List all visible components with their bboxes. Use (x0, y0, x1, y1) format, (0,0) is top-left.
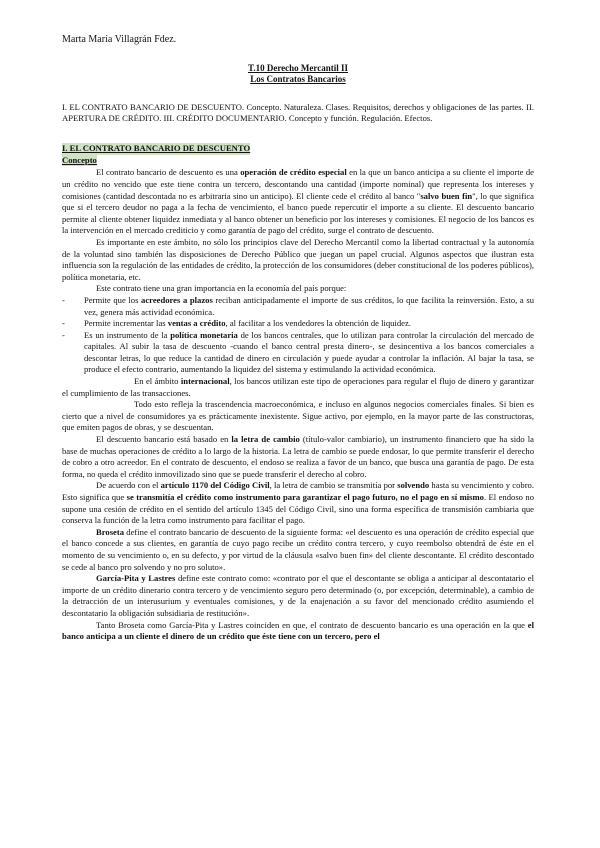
topic-summary: I. EL CONTRATO BANCARIO DE DESCUENTO. Concepto. Naturaleza. Clases. Requisitos, derechos y obligaciones de las partes. II. APERTURA DE CRÉDITO. III. CRÉDITO DOCUMENTARIO. Concepto y función. Regulación. Efectos. (62, 101, 534, 124)
list-item: - Es un instrumento de la política monetaria de los bancos centrales, que lo utilizan para controlar la circulación del mercado de capitales. Al subir la tasa de descuento -cuando el banco central presta dinero-, se desincentiva a los bancos comerciales a descontar letras, lo que reduce la cantidad de dinero en circulación y puede ayudar a controlar la inflación. Al bajar la tasa, se produce el efecto contrario, aumentando la liquidez del sistema y estimulando la actividad económica. (62, 329, 534, 375)
paragraph: De acuerdo con el artículo 1170 del Código Civil, la letra de cambio se transmitía por solvendo hasta su vencimiento y cobro. Esto significa que se transmitía el crédito como instrumento para garantizar el pago futuro, no el pago en sí mismo. El endoso no supone una cesión de crédito en el sentido del artículo 1345 del Código Civil, sino una forma específica de transmisión cambiaria que conserva la función de la letra como instrumento para facilitar el pago. (62, 480, 534, 526)
paragraph: El contrato bancario de descuento es una operación de crédito especial en la que un banco anticipa a su cliente el importe de un crédito no vencido que este tiene contra un tercero, descontando una cantidad (importe nominal) que representa los intereses y comisiones (cantidad descontada no es arbitraria sino un anticipo). El cliente cede el crédito al banco "salvo buen fin", lo que significa que si el tercero deudor no paga a la fecha de vencimiento, el banco puede repercutir el importe a su cliente. El descuento bancario permite al cliente obtener liquidez inmediata y al banco obtener un beneficio por los intereses y comisiones. El negocio de los bancos es la intervención en el mercado crediticio y como garantía de pago del crédito, surge el contrato de descuento. (62, 167, 534, 236)
paragraph: Tanto Broseta como García-Pita y Lastres coinciden en que, el contrato de descuento bancario es una operación en la que el banco anticipa a un cliente el dinero de un crédito que éste tiene con un tercero, pero el (62, 619, 534, 642)
section-heading: I. EL CONTRATO BANCARIO DE DESCUENTO (62, 143, 251, 154)
paragraph: García-Pita y Lastres define este contrato como: «contrato por el que el descontante se obliga a anticipar al descontatario el importe de un crédito dinerario contra tercero y de vencimiento seguro pero determinado (o, por excepción, determinable), a cambio de la detracción de un interusurium y eventuales comisiones, y de la enajenación a su favor del mencionado crédito asumiendo el descontatario la obligación subsidiaria de restitución». (62, 573, 534, 618)
subsection-heading: Concepto (62, 154, 97, 165)
title-line-1: T.10 Derecho Mercantil II (248, 62, 348, 73)
paragraph: Broseta define el contrato bancario de descuento de la siguiente forma: «el descuento es una operación de crédito especial que el banco concede a sus clientes, en garantía de cuyo pago recibe un crédito contra tercero, y cuyo reembolso obtendrá de éste en el momento de su vencimiento o, en su defecto, y por virtud de la cláusula «salvo buen fin» del cliente descontante. El crédito descontado se cede al banco pro solvendo y no pro soluto». (62, 526, 534, 572)
list-item: - Permite que los acreedores a plazos reciban anticipadamente el importe de sus créditos, lo que facilita la reinversión. Esto, a su vez, genera más actividad económica. (62, 294, 534, 317)
paragraph: El descuento bancario está basado en la letra de cambio (título-valor cambiario), un instrumento financiero que ha sido la base de muchas operaciones de crédito a lo largo de la historia. La letra de cambio se puede endosar, lo que permite transferir el derecho de cobro a otro acreedor. En el contrato de descuento, el endoso se realiza a favor de un banco, que busca una garantía de pago. De esta forma, no queda el crédito inmovilizado sino que se puede transferir el derecho al cobro. (62, 434, 534, 479)
paragraph: Es importante en este ámbito, no sólo los principios clave del Derecho Mercantil como la libertad contractual y la autonomía de la voluntad sino también las disposiciones de Derecho Público que juegan un papel crucial. Algunos aspectos que ilustran esta influencia son la regulación de las entidades de crédito, la protección de los consumidores (deber constitucional de los poderes públicos), política monetaria, etc. (62, 236, 534, 282)
paragraph: Todo esto refleja la trascendencia macroeconómica, e incluso en algunos negocios comerciales finales. Si bien es cierto que a nivel de consumidores ya es prácticamente inexistente. Sigue activo, por ejemplo, en la mayor parte de las constructoras, que emiten pagos de obras, y se descuentan. (62, 399, 534, 433)
document-title (62, 63, 534, 85)
author-name: Marta María Villagrán Fdez. (62, 34, 177, 45)
paragraph: Este contrato tiene una gran importancia en la economía del país porque: (96, 283, 347, 294)
title-line-2: Los Contratos Bancarios (250, 73, 346, 84)
document-page (62, 34, 534, 643)
bullet-list (62, 295, 534, 376)
paragraph: En el ámbito internacional, los bancos utilizan este tipo de operaciones para regular el flujo de dinero y garantizar el cumplimiento de las transacciones. (62, 376, 535, 398)
list-item: - Permite incrementar las ventas a crédito, al facilitar a los vendedores la obtención de liquidez. (62, 318, 411, 329)
